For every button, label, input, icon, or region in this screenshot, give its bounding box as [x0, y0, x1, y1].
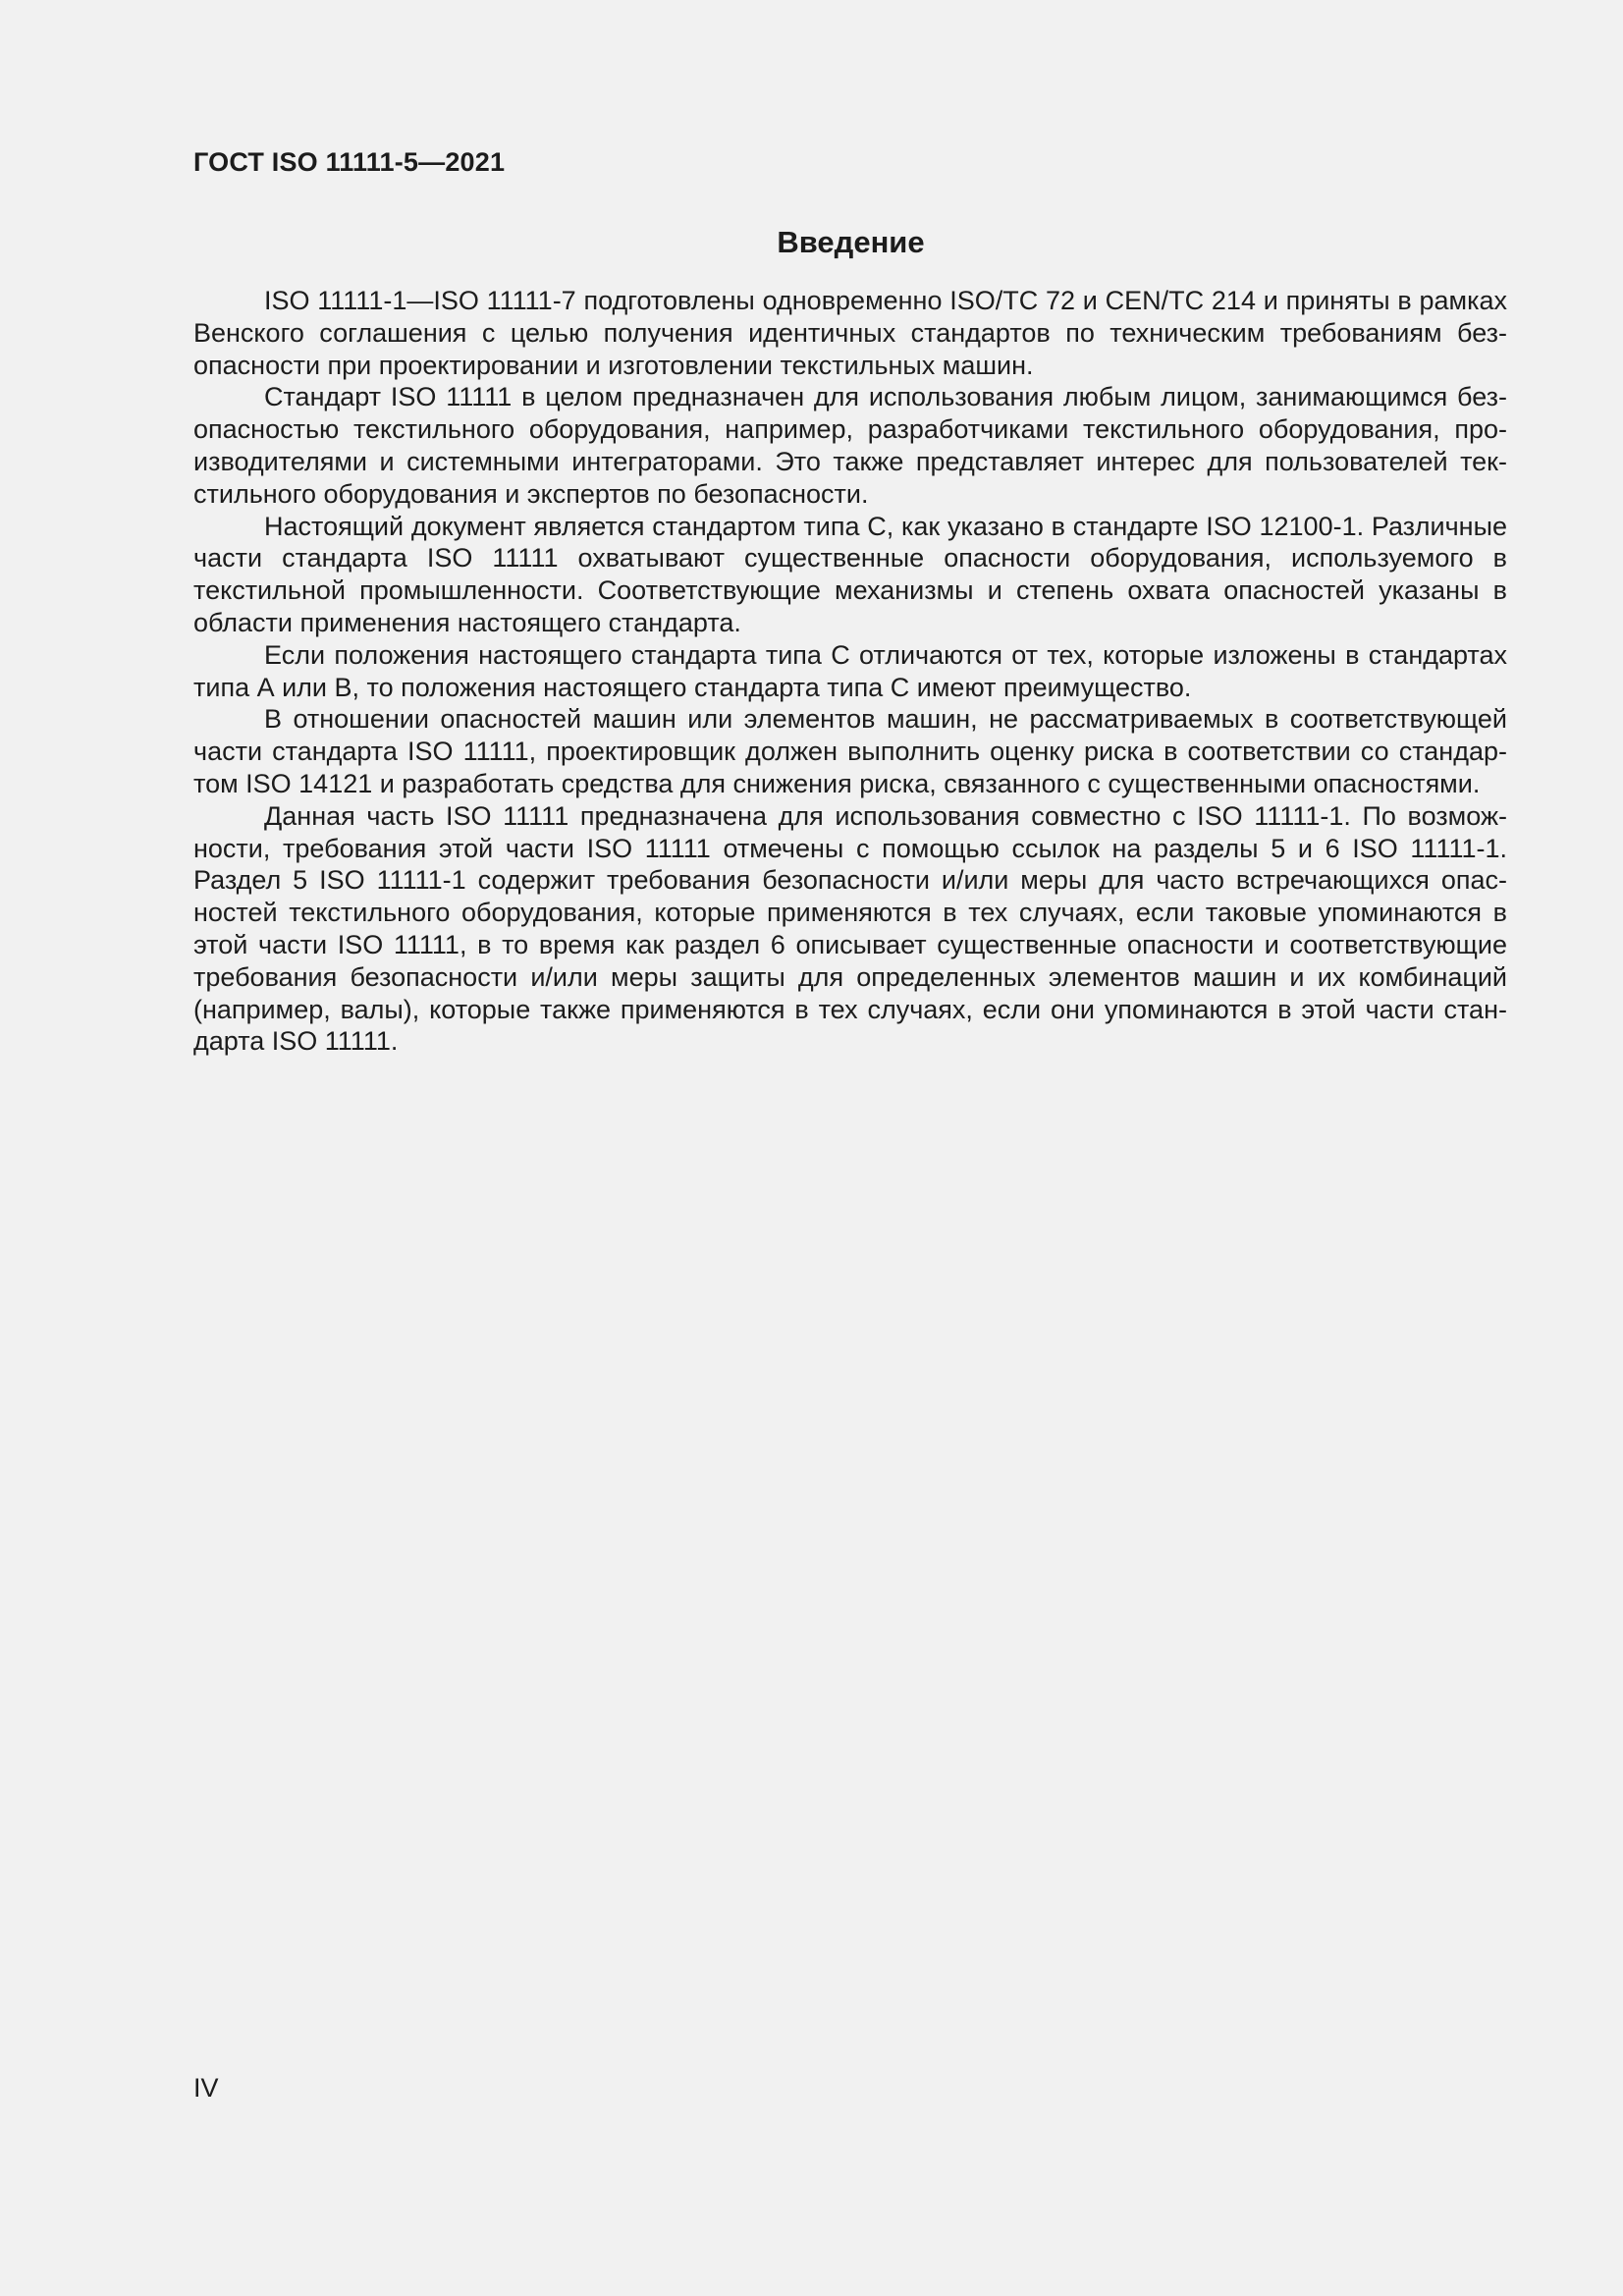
body-text [193, 285, 1507, 1058]
paragraph: Если положения настоящего стандарта типа С отличаются от тех, которые изложены в стандартах типа А или В, то положения настоящего стандарта типа С имеют преимущество. [193, 639, 1507, 702]
document-header: ГОСТ ISO 11111-5—2021 [193, 147, 506, 177]
paragraph: ISO 11111-1—ISO 11111-7 подготовлены одновременно ISO/TC 72 и CEN/TC 214 и приняты в рамках Венского соглашения с целью получения идентичных стандартов по техническим требованиям безопасности при проектировании и изготовлении текстильных машин. [193, 286, 1507, 380]
paragraph: Стандарт ISO 11111 в целом предназначен для использования любым лицом, занимающимся безопасностью текстильного оборудования, например, разработчиками текстильного оборудования, производителями и системными интеграторами. Это также представляет интерес для пользователей текстильного оборудования и экспертов по безопасности. [193, 382, 1507, 509]
paragraph: В отношении опасностей машин или элементов машин, не рассматриваемых в соответствующей части стандарта ISO 11111, проектировщик должен выполнить оценку риска в соответствии со стандартом ISO 14121 и разработать средства для снижения риска, связанного с существенными опасностями. [193, 704, 1507, 798]
paragraph: Данная часть ISO 11111 предназначена для использования совместно с ISO 11111-1. По возможности, требования этой части ISO 11111 отмечены с помощью ссылок на разделы 5 и 6 ISO 11111-1. Раздел 5 ISO 11111-1 содержит требования безопасности и/или меры для часто встречающихся опасностей текстильного оборудования, которые применяются в тех случаях, если таковые упоминаются в этой части ISO 11111, в то время как раздел 6 описывает существенные опасности и соответствующие требования безопасности и/или меры защиты для определенных элементов машин и их комбинаций (например, валы), которые также применяются в тех случаях, если они упоминаются в этой части стандарта ISO 11111. [193, 800, 1507, 1057]
paragraph: Настоящий документ является стандартом типа С, как указано в стандарте ISO 12100-1. Различные части стандарта ISO 11111 охватывают существенные опасности оборудования, используемого в текстильной промышленности. Соответствующие механизмы и степень охвата опасностей указаны в области применения настоящего стандарта. [193, 511, 1507, 637]
section-title: Введение [777, 225, 925, 259]
page-number: IV [193, 2073, 219, 2103]
